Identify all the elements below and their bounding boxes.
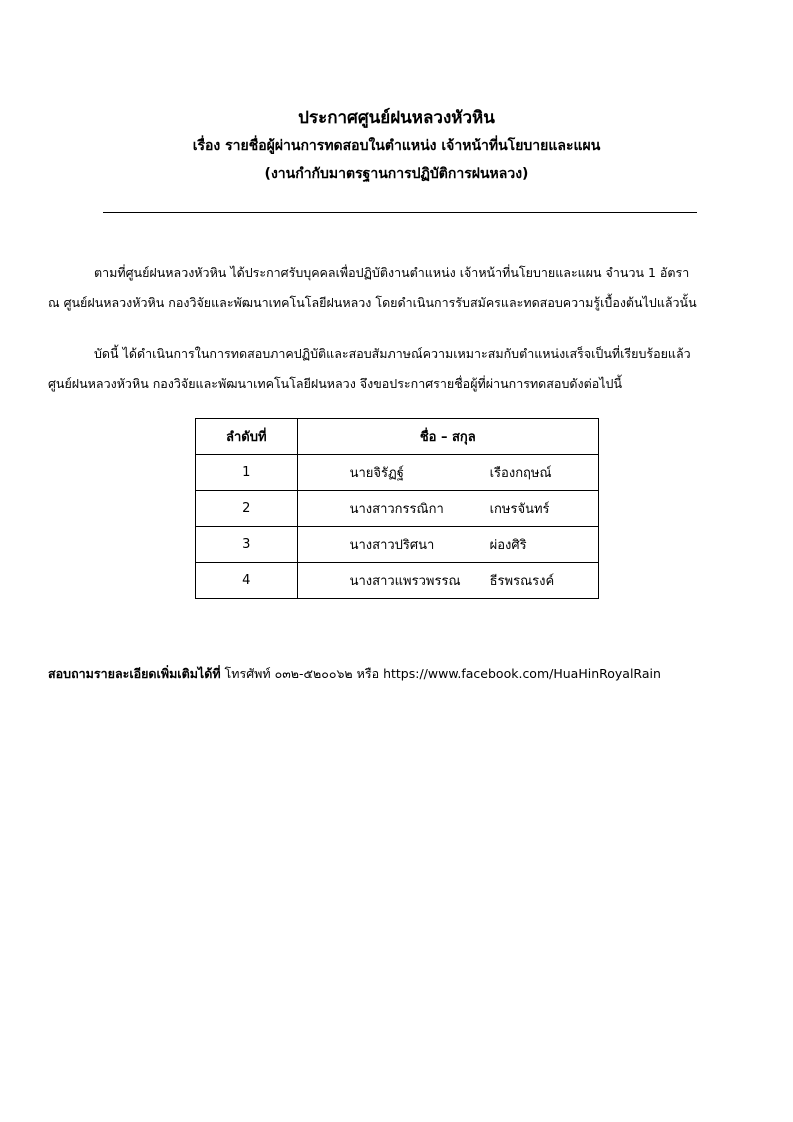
row-number: 4	[196, 563, 298, 599]
paragraph-result-line-2: ศูนย์ฝนหลวงหัวหิน กองวิจัยและพัฒนาเทคโนโลยีฝนหลวง จึงขอประกาศรายชื่อผู้ที่ผ่านการทดสอบดังต่อไปนี้	[48, 376, 622, 391]
last-name: ผ่องศิริ	[489, 538, 527, 553]
first-name: นายจิรัฏฐ์	[349, 466, 404, 481]
header-divider	[103, 212, 697, 213]
table-row	[196, 455, 599, 491]
contact-label: สอบถามรายละเอียดเพิ่มเติมได้ที่	[48, 666, 221, 681]
announcement-title: ประกาศศูนย์ฝนหลวงหัวหิน	[298, 108, 495, 128]
first-name: นางสาวปริศนา	[349, 538, 435, 553]
last-name: ธีรพรณรงค์	[489, 574, 555, 589]
first-name: นางสาวกรรณิกา	[349, 502, 444, 517]
announcement-department: (งานกำกับมาตรฐานการปฏิบัติการฝนหลวง)	[264, 166, 529, 182]
passed-candidates-table	[195, 418, 599, 599]
contact-info	[48, 662, 661, 686]
paragraph-result-line-1: บัดนี้ ได้ดำเนินการในการทดสอบภาคปฏิบัติและสอบสัมภาษณ์ความเหมาะสมกับตำแหน่งเสร็จเป็นที่เรียบร้อยแล้ว	[94, 346, 691, 361]
announcement-header	[0, 104, 793, 188]
paragraph-intro-line-1: ตามที่ศูนย์ฝนหลวงหัวหิน ได้ประกาศรับบุคคลเพื่อปฏิบัติงานตำแหน่ง เจ้าหน้าที่นโยบายและแผน จำนวน 1 อัตรา	[94, 265, 690, 280]
row-full-name	[297, 455, 598, 491]
table-row	[196, 563, 599, 599]
row-full-name	[297, 491, 598, 527]
row-number: 3	[196, 527, 298, 563]
first-name: นางสาวแพรวพรรณ	[349, 574, 461, 589]
last-name: เรืองกฤษณ์	[489, 466, 552, 481]
row-full-name	[297, 563, 598, 599]
row-full-name	[297, 527, 598, 563]
table-header-row	[196, 419, 599, 455]
paragraph-intro-line-2: ณ ศูนย์ฝนหลวงหัวหิน กองวิจัยและพัฒนาเทคโนโลยีฝนหลวง โดยดำเนินการรับสมัครและทดสอบความรู้เบื้องต้นไปแล้วนั้น	[48, 295, 697, 310]
header-full-name: ชื่อ – สกุล	[297, 419, 598, 455]
contact-details[interactable]: โทรศัพท์ ๐๓๒-๕๒๐๐๖๒ หรือ https://www.facebook.com/HuaHinRoyalRain	[220, 666, 661, 681]
paragraph-result	[48, 339, 748, 399]
announcement-subject: เรื่อง รายชื่อผู้ผ่านการทดสอบในตำแหน่ง เจ้าหน้าที่นโยบายและแผน	[192, 138, 601, 154]
paragraph-intro	[48, 258, 748, 318]
last-name: เกษรจันทร์	[489, 502, 550, 517]
row-number: 2	[196, 491, 298, 527]
row-number: 1	[196, 455, 298, 491]
table-row	[196, 491, 599, 527]
table-row	[196, 527, 599, 563]
header-order-number: ลำดับที่	[196, 419, 298, 455]
